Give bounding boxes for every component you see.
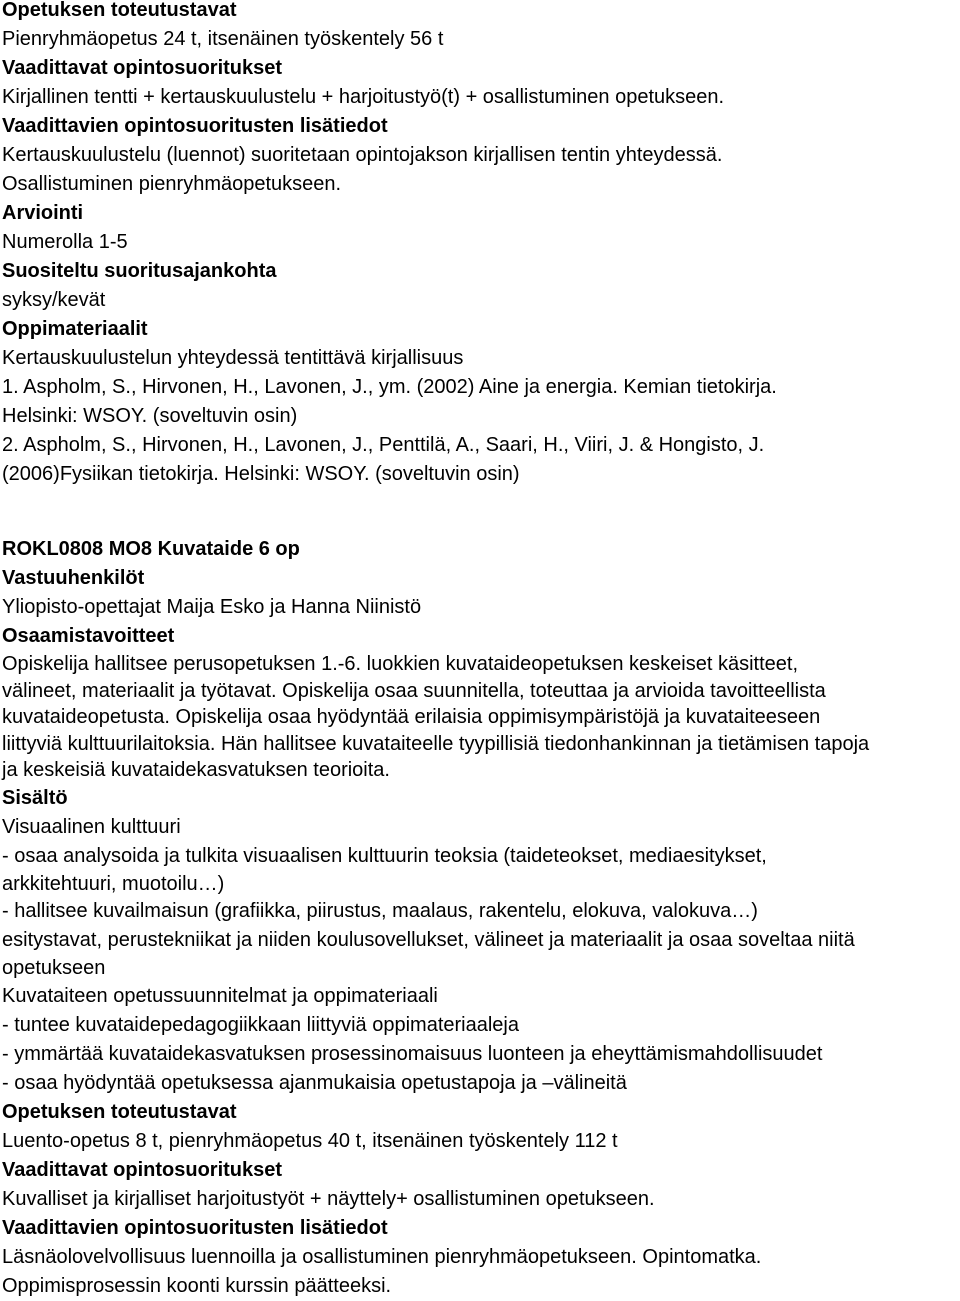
content-line: - osaa hyödyntää opetuksessa ajanmukaisia opetustapoja ja –välineitä bbox=[2, 1071, 627, 1094]
required-studies-info-line: Kertauskuulustelu (luennot) suoritetaan opintojakson kirjallisen tentin yhteydessä. bbox=[2, 144, 723, 166]
heading-teaching-methods-2: Opetuksen toteutustavat bbox=[2, 1100, 237, 1123]
content-line: - tuntee kuvataidepedagogiikkaan liittyviä oppimateriaaleja bbox=[2, 1013, 519, 1036]
learning-outcomes-paragraph bbox=[2, 651, 957, 784]
content-line: Visuaalinen kulttuuri bbox=[2, 815, 181, 838]
outcomes-line: Opiskelija hallitsee perusopetuksen 1.-6. luokkien kuvataideopetuksen keskeiset käsitteet, bbox=[2, 653, 799, 675]
heading-required-studies-info: Vaadittavien opintosuoritusten lisätiedot bbox=[2, 115, 388, 137]
content-line: - ymmärtää kuvataidekasvatuksen prosessinomaisuus luonteen ja eheyttämismahdollisuudet bbox=[2, 1042, 823, 1065]
teaching-methods-text-2: Luento-opetus 8 t, pienryhmäopetus 40 t, itsenäinen työskentely 112 t bbox=[2, 1129, 618, 1152]
responsible-text: Yliopisto-opettajat Maija Esko ja Hanna Niinistö bbox=[2, 596, 422, 618]
required-info-line: Läsnäolovelvollisuus luennoilla ja osallistuminen pienryhmäopetukseen. Opintomatka. bbox=[2, 1245, 762, 1268]
heading-required-studies: Vaadittavat opintosuoritukset bbox=[2, 57, 283, 79]
required-info-line: Oppimisprosessin koonti kurssin päätteeksi. bbox=[2, 1274, 392, 1297]
content-line: arkkitehtuuri, muotoilu…) bbox=[2, 872, 225, 895]
heading-learning-outcomes: Osaamistavoitteet bbox=[2, 625, 175, 647]
heading-required-studies-info-2: Vaadittavien opintosuoritusten lisätiedot bbox=[2, 1216, 388, 1239]
course-details-previous bbox=[2, 0, 777, 489]
outcomes-line: kuvataideopetusta. Opiskelija osaa hyödyntää erilaisia oppimisympäristöjä ja kuvataiteeseen bbox=[2, 706, 821, 728]
heading-required-studies-2: Vaadittavat opintosuoritukset bbox=[2, 1158, 283, 1181]
outcomes-line: välineet, materiaalit ja työtavat. Opiskelija osaa suunnitella, toteuttaa ja arvioida tavoitteellista bbox=[2, 679, 826, 702]
heading-assessment: Arviointi bbox=[2, 202, 84, 224]
heading-teaching-methods: Opetuksen toteutustavat bbox=[2, 0, 237, 21]
materials-line: 1. Aspholm, S., Hirvonen, H., Lavonen, J., ym. (2002) Aine ja energia. Kemian tietokirja. bbox=[2, 376, 777, 398]
course-details-kuvataide bbox=[2, 535, 957, 1301]
recommended-timing-text: syksy/kevät bbox=[2, 289, 106, 311]
required-studies-text-2: Kuvalliset ja kirjalliset harjoitustyöt + näyttely+ osallistuminen opetukseen. bbox=[2, 1187, 655, 1210]
content-line: opetukseen bbox=[2, 957, 106, 979]
materials-line: Helsinki: WSOY. (soveltuvin osin) bbox=[2, 405, 298, 427]
materials-line: (2006)Fysiikan tietokirja. Helsinki: WSOY. (soveltuvin osin) bbox=[2, 463, 520, 485]
required-studies-text: Kirjallinen tentti + kertauskuulustelu + harjoitustyö(t) + osallistuminen opetukseen. bbox=[2, 86, 725, 108]
assessment-text: Numerolla 1-5 bbox=[2, 231, 128, 253]
heading-responsible: Vastuuhenkilöt bbox=[2, 567, 145, 589]
heading-content: Sisältö bbox=[2, 786, 68, 809]
course-title: ROKL0808 MO8 Kuvataide 6 op bbox=[2, 538, 300, 560]
heading-materials: Oppimateriaalit bbox=[2, 318, 148, 340]
outcomes-line: ja keskeisiä kuvataidekasvatuksen teorioita. bbox=[2, 759, 390, 781]
required-studies-info-line: Osallistuminen pienryhmäopetukseen. bbox=[2, 173, 342, 195]
outcomes-line: liittyviä kulttuurilaitoksia. Hän hallitsee kuvataiteelle tyypillisiä tiedonhankinnan ja tietämisen tapoja bbox=[2, 732, 870, 755]
content-line: Kuvataiteen opetussuunnitelmat ja oppimateriaali bbox=[2, 984, 438, 1007]
content-line: esitystavat, perustekniikat ja niiden koulusovellukset, välineet ja materiaalit ja osaa soveltaa niitä bbox=[2, 929, 855, 951]
content-line: - hallitsee kuvailmaisun (grafiikka, piirustus, maalaus, rakentelu, elokuva, valokuva…) bbox=[2, 900, 758, 922]
materials-line: 2. Aspholm, S., Hirvonen, H., Lavonen, J., Penttilä, A., Saari, H., Viiri, J. & Hongisto, J. bbox=[2, 434, 765, 456]
heading-recommended-timing: Suositeltu suoritusajankohta bbox=[2, 260, 277, 282]
content-line: - osaa analysoida ja tulkita visuaalisen kulttuurin teoksia (taideteokset, mediaesitykset, bbox=[2, 844, 767, 867]
materials-line: Kertauskuulustelun yhteydessä tentittävä kirjallisuus bbox=[2, 347, 464, 369]
teaching-methods-text: Pienryhmäopetus 24 t, itsenäinen työskentely 56 t bbox=[2, 28, 444, 50]
